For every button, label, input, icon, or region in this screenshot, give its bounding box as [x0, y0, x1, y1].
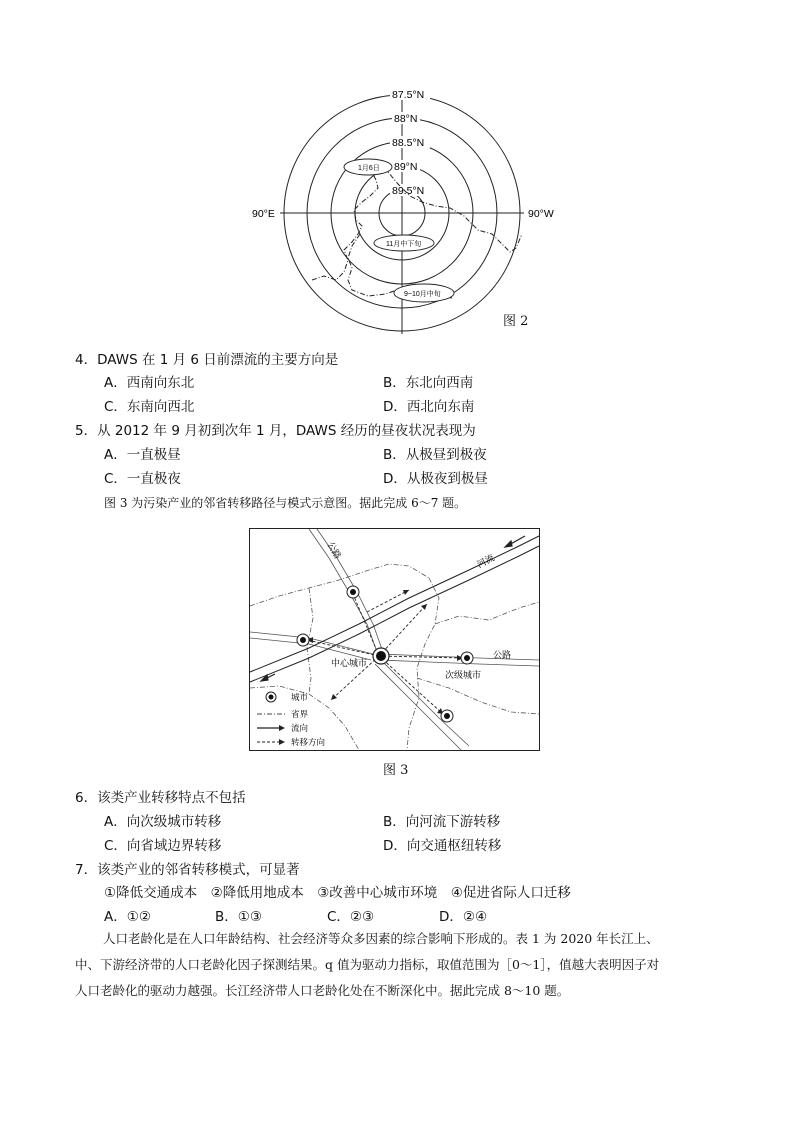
city-north [347, 586, 359, 598]
legend-transfer: 转移方向 [291, 737, 326, 747]
figure-2-caption: 图 2 [503, 314, 529, 329]
center-city-marker [373, 648, 389, 664]
annotation-sep-oct: 9~10月中旬 [404, 291, 441, 298]
city-east-sub [461, 652, 473, 664]
question-4-option-d[interactable]: D．西北向东南 [383, 399, 475, 415]
question-5-option-d[interactable]: D．从极夜到极昼 [383, 471, 488, 487]
question-7-option-d[interactable]: D．②④ [439, 909, 488, 925]
label-road-top: 公路 [325, 540, 343, 561]
lat-label-88-5: 88.5°N [392, 137, 425, 149]
question-5-option-b[interactable]: B．从极昼到极夜 [383, 447, 487, 463]
legend-city: 城市 [291, 692, 309, 702]
intro-figure-3: 图 3 为污染产业的邻省转移路径与模式示意图。据此完成 6～7 题。 [104, 496, 467, 510]
figure-3-transfer-map [249, 528, 540, 751]
lon-label-90w: 90°W [528, 208, 554, 220]
figure-3-caption: 图 3 [383, 763, 409, 778]
city-west [297, 634, 309, 646]
label-river: 河流 [475, 552, 496, 570]
question-7-option-c[interactable]: C．②③ [327, 909, 375, 925]
label-road-right: 公路 [493, 650, 512, 660]
annotation-nov: 11月中下旬 [386, 241, 422, 248]
question-7-option-a[interactable]: A．①② [104, 909, 151, 925]
paragraph-line-3: 人口老龄化的驱动力越强。长江经济带人口老龄化处在不断深化中。据此完成 8～10 题。 [75, 983, 570, 998]
label-sub-city: 次级城市 [445, 670, 482, 680]
lat-label-89: 89°N [394, 161, 418, 173]
question-4-option-b[interactable]: B．东北向西南 [383, 375, 474, 391]
question-4-stem: 4．DAWS 在 1 月 6 日前漂流的主要方向是 [75, 352, 339, 368]
paragraph-line-2: 中、下游经济带的人口老龄化因子探测结果。q 值为驱动力指标，取值范围为［0～1］，值越大表明因子对 [75, 957, 660, 972]
question-7-option-b[interactable]: B．①③ [215, 909, 262, 925]
lon-label-90e: 90°E [252, 208, 275, 220]
question-6-stem: 6．该类产业转移特点不包括 [75, 790, 246, 806]
legend-flow: 流向 [291, 723, 309, 733]
question-7-items: ①降低交通成本 ②降低用地成本 ③改善中心城市环境 ④促进省际人口迁移 [104, 885, 571, 901]
legend-boundary: 省界 [291, 709, 309, 719]
city-southeast [441, 710, 453, 722]
question-4-option-c[interactable]: C．东南向西北 [104, 399, 195, 415]
question-6-option-b[interactable]: B．向河流下游转移 [383, 814, 501, 830]
lat-label-87-5: 87.5°N [392, 89, 425, 101]
annotation-jan6: 1月6日 [358, 165, 380, 172]
question-6-option-a[interactable]: A．向次级城市转移 [104, 814, 222, 830]
question-4-option-a[interactable]: A．西南向东北 [104, 375, 195, 391]
figure-2-polar-map [240, 84, 570, 344]
question-6-option-c[interactable]: C．向省域边界转移 [104, 838, 222, 854]
lat-label-89-5: 89.5°N [392, 185, 425, 197]
lat-label-88: 88°N [394, 113, 418, 125]
label-center-city: 中心城市 [331, 658, 368, 668]
question-7-stem: 7．该类产业的邻省转移模式，可显著 [75, 862, 300, 878]
question-6-option-d[interactable]: D．向交通枢纽转移 [383, 838, 502, 854]
question-5-option-c[interactable]: C．一直极夜 [104, 471, 181, 487]
question-5-option-a[interactable]: A．一直极昼 [104, 447, 181, 463]
paragraph-line-1: 人口老龄化是在人口年龄结构、社会经济等众多因素的综合影响下形成的。表 1 为 2020 年长江上、 [103, 931, 659, 946]
question-5-stem: 5．从 2012 年 9 月初到次年 1 月，DAWS 经历的昼夜状况表现为 [75, 423, 476, 439]
